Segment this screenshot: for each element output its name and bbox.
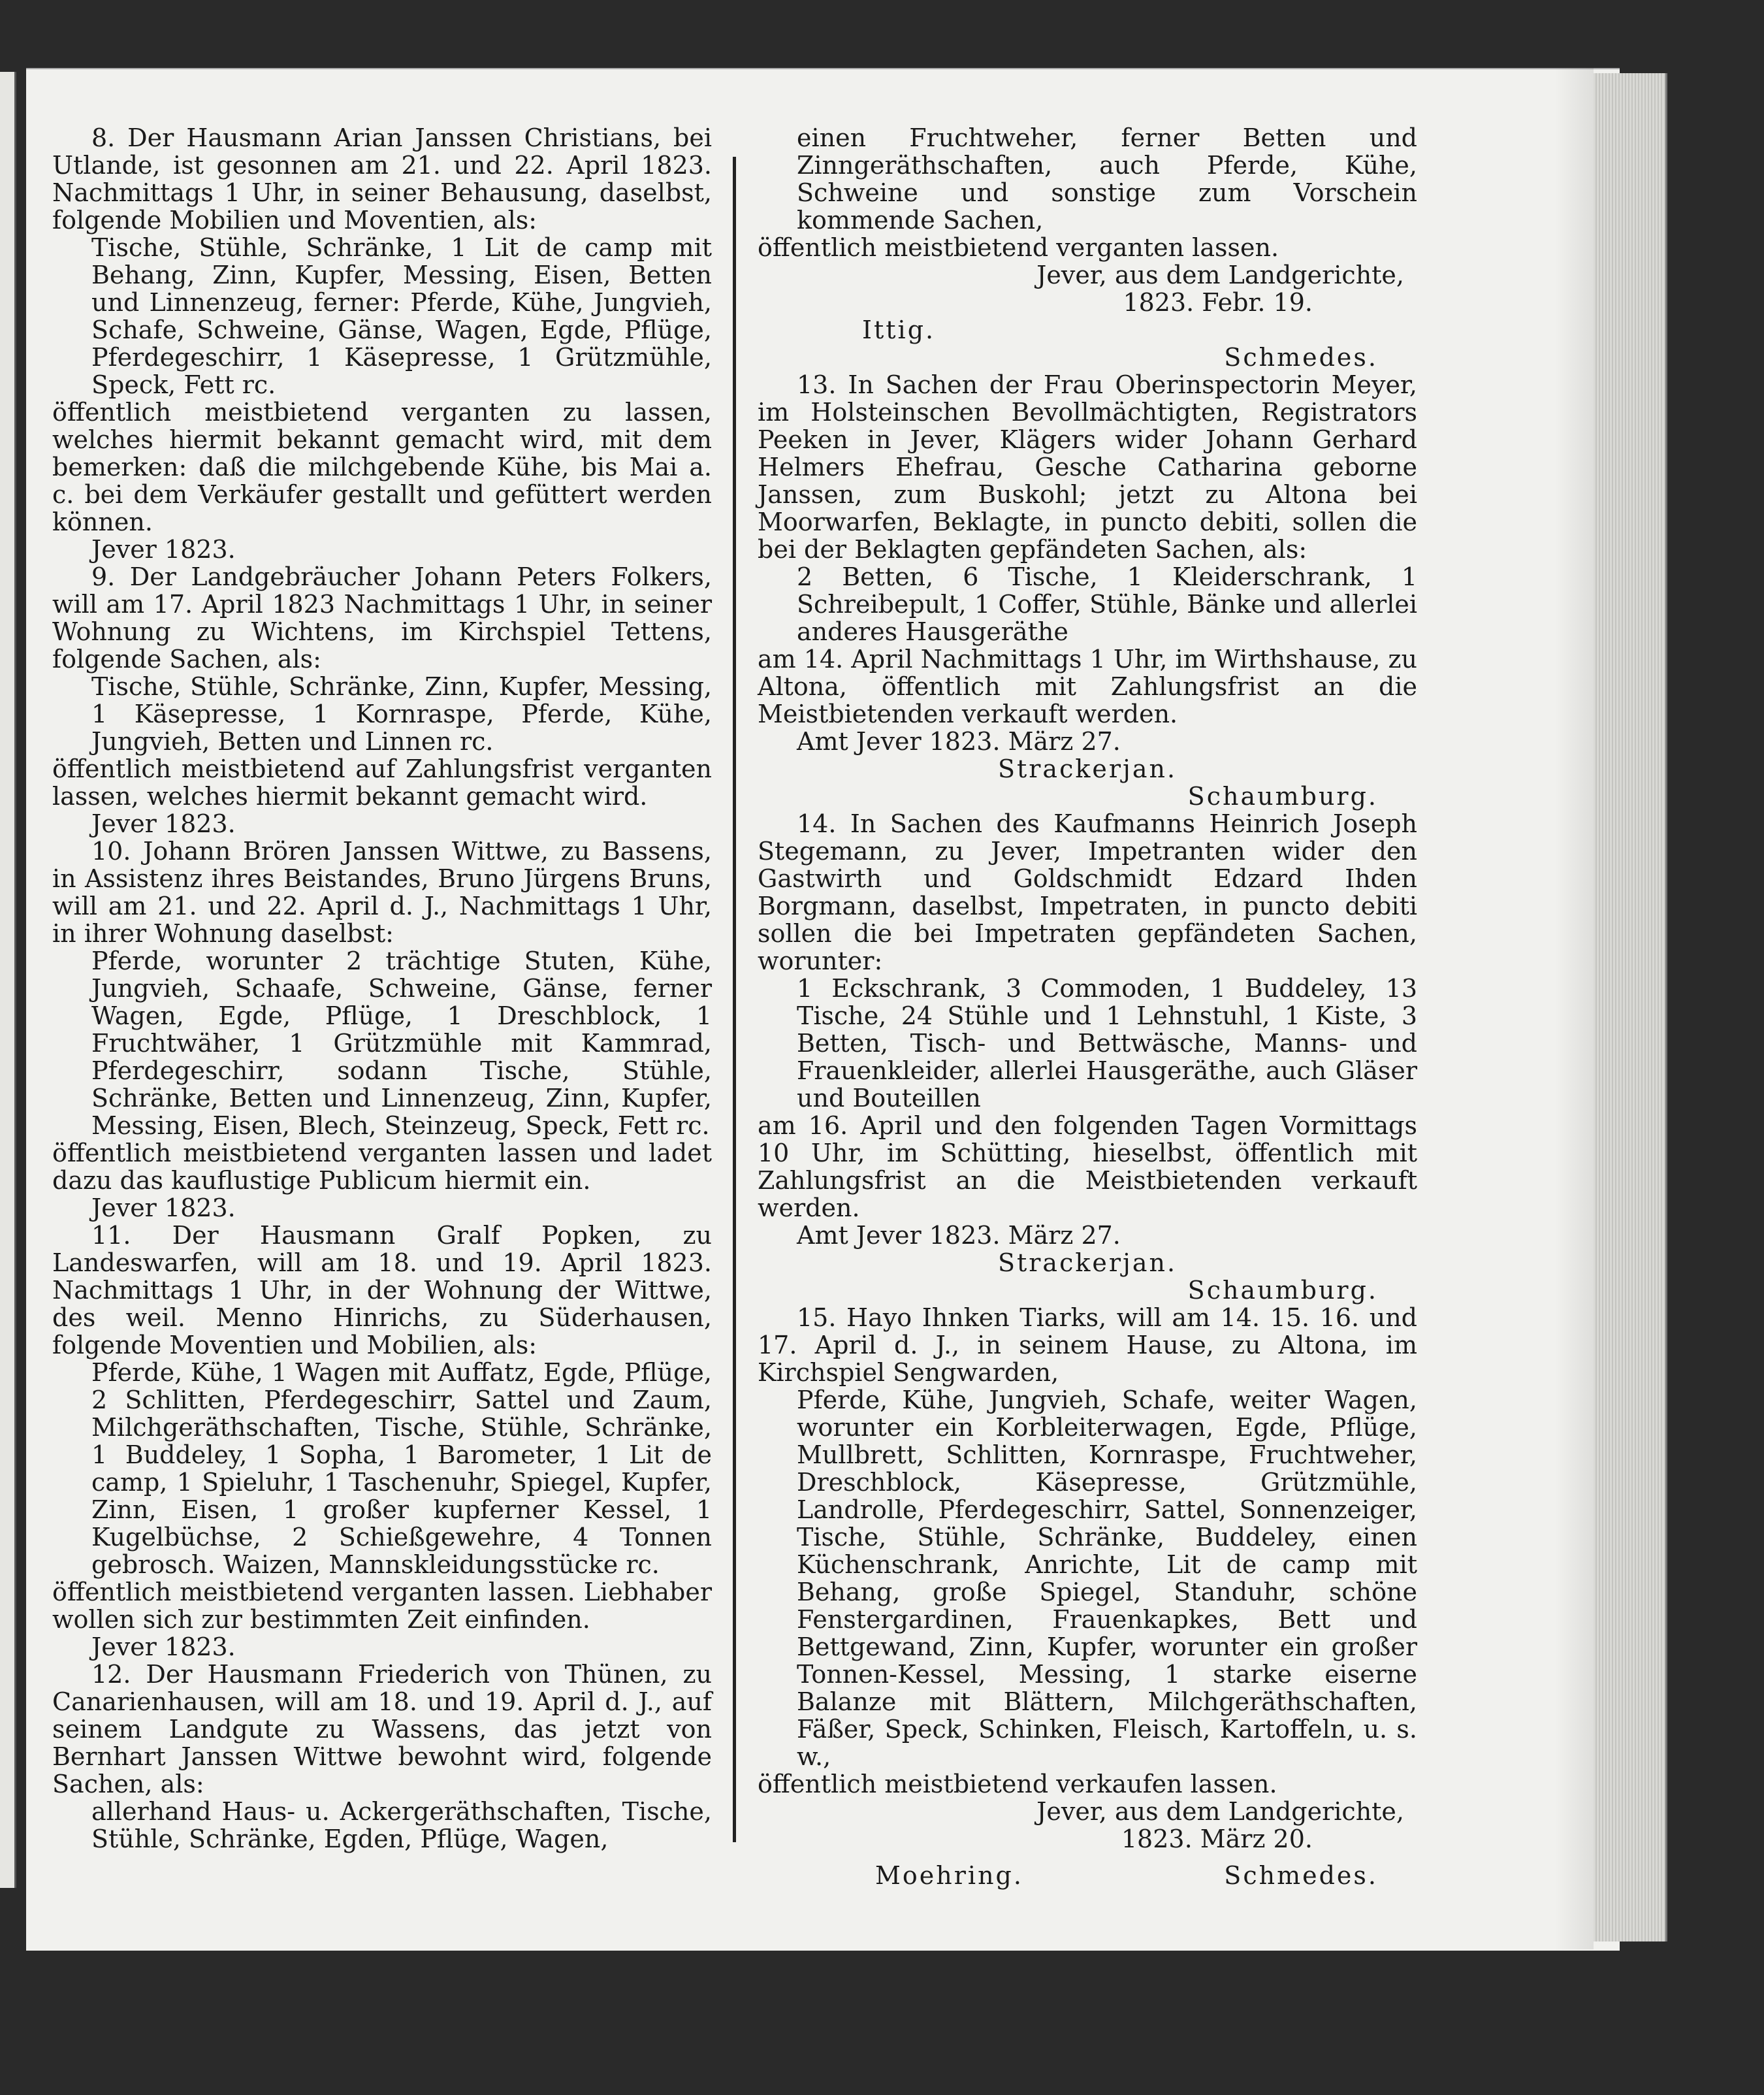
- item-list: 2 Betten, 6 Tische, 1 Kleiderschrank, 1 Schreibepult, 1 Coffer, Stühle, Bänke und allerlei anderes Hausgeräthe: [797, 562, 1417, 646]
- notice-text: am 16. April und den folgenden Tagen Vormittags 10 Uhr, im Schütting, hieselbst, öffentlich mit Zahlungsfrist an die Meistbietenden verkauft werden.: [758, 1111, 1417, 1222]
- signature: Strackerjan.: [997, 755, 1178, 783]
- notice-entry: 14. In Sachen des Kaufmanns Heinrich Joseph Stegemann, zu Jever, Impetranten wider den Gastwirth und Goldschmidt Edzard Ihden Borgmann, daselbst, Impetraten, in puncto debiti sollen die bei Impetraten gepfändeten Sachen, worunter:: [758, 809, 1417, 975]
- signature-right: Schmedes.: [1224, 1861, 1378, 1890]
- item-list: Pferde, worunter 2 trächtige Stuten, Kühe, Jungvieh, Schaafe, Schweine, Gänse, ferner Wagen, Egde, Pflüge, 1 Dreschblock, 1 Fruchtwäher, 1 Grützmühle mit Kammrad, Pferdegeschirr, sodann Tische, Stühle, Schränke, Betten und Linnenzeug, Zinn, Kupfer, Messing, Eisen, Blech, Steinzeug, Speck, Fett rc.: [91, 947, 712, 1140]
- dateline: Amt Jever 1823. März 27.: [797, 727, 1121, 756]
- notice-text: öffentlich meistbietend verganten lassen und ladet dazu das kauflustige Publicum hiermit ein.: [52, 1139, 712, 1195]
- place-line: Jever, aus dem Landgerichte,: [1036, 1797, 1404, 1826]
- notice-entry: 8. Der Hausmann Arian Janssen Christians, bei Utlande, ist gesonnen am 21. und 22. April 1823. Nachmittags 1 Uhr, in seiner Behausung, daselbst, folgende Mobilien und Moventien, als:: [52, 123, 712, 235]
- item-list: Pferde, Kühe, 1 Wagen mit Auffatz, Egde, Pflüge, 2 Schlitten, Pferdegeschirr, Sattel und Zaum, Milchgeräthschaften, Tische, Stühle, Schränke, 1 Buddeley, 1 Sopha, 1 Barometer, 1 Lit de camp, 1 Spieluhr, 1 Taschenuhr, Spiegel, Kupfer, Zinn, Eisen, 1 großer kupferner Kessel, 1 Kugelbüchse, 2 Schießgewehre, 4 Tonnen gebrosch. Waizen, Mannskleidungsstücke rc.: [91, 1358, 712, 1579]
- notice-entry: 9. Der Landgebräucher Johann Peters Folkers, will am 17. April 1823 Nachmittags 1 Uhr, in seiner Wohnung zu Wichtens, im Kirchspiel Tettens, folgende Sachen, als:: [52, 562, 712, 674]
- dateline: Amt Jever 1823. März 27.: [797, 1221, 1121, 1250]
- signature: Ittig.: [862, 316, 936, 344]
- notice-entry: 13. In Sachen der Frau Oberinspectorin Meyer, im Holsteinschen Bevollmächtigten, Registrators Peeken in Jever, Klägers wider Johann Gerhard Helmers Ehefrau, Gesche Catharina geborne Janssen, zum Buskohl; jetzt zu Altona bei Moorwarfen, Beklagte, in puncto debiti, sollen die bei der Beklagten gepfändeten Sachen, als:: [758, 370, 1417, 564]
- item-list: Pferde, Kühe, Jungvieh, Schafe, weiter Wagen, worunter ein Korbleiterwagen, Egde, Pflüge, Mullbrett, Schlitten, Kornraspe, Fruchtweher, Dreschblock, Käsepresse, Grützmühle, Landrolle, Pferdegeschirr, Sattel, Sonnenzeiger, Tische, Stühle, Schränke, Buddeley, einen Küchenschrank, Anrichte, Lit de camp mit Behang, große Spiegel, Standuhr, schöne Fenstergardinen, Frauenkapkes, Bett und Bettgewand, Zinn, Kupfer, worunter ein großer Tonnen-Kessel, Messing, 1 starke eiserne Balanze mit Blättern, Milchgeräthschaften, Fäßer, Speck, Schinken, Fleisch, Kartoffeln, u. s. w.,: [797, 1386, 1417, 1771]
- item-list: einen Fruchtweher, ferner Betten und Zinngeräthschaften, auch Pferde, Kühe, Schweine und sonstige zum Vorschein kommende Sachen,: [797, 123, 1417, 235]
- signature: Schaumburg.: [1187, 1276, 1378, 1305]
- notice-entry: 11. Der Hausmann Gralf Popken, zu Landeswarfen, will am 18. und 19. April 1823. Nachmittags 1 Uhr, in der Wohnung der Wittwe, des weil. Menno Hinrichs, zu Süderhausen, folgende Moventien und Mobilien, als:: [52, 1221, 712, 1359]
- dateline: Jever 1823.: [91, 1632, 236, 1661]
- notice-text: am 14. April Nachmittags 1 Uhr, im Wirthshause, zu Altona, öffentlich mit Zahlungsfrist an die Meistbietenden verkauft werden.: [758, 645, 1417, 728]
- notice-text: öffentlich meistbietend verganten lassen.: [758, 233, 1279, 262]
- notice-text: öffentlich meistbietend verganten zu lassen, welches hiermit bekannt gemacht wird, mit dem bemerken: daß die milchgebende Kühe, bis Mai a. c. bei dem Verkäufer gestallt und gefüttert werden können.: [52, 398, 712, 536]
- item-list: Tische, Stühle, Schränke, 1 Lit de camp mit Behang, Zinn, Kupfer, Messing, Eisen, Betten und Linnenzeug, ferner: Pferde, Kühe, Jungvieh, Schafe, Schweine, Gänse, Wagen, Egde, Pflüge, Pferdegeschirr, 1 Käsepresse, 1 Grützmühle, Speck, Fett rc.: [91, 233, 712, 399]
- page-shadow: [1554, 68, 1594, 1949]
- dateline: Jever 1823.: [91, 1194, 236, 1222]
- place-line: Jever, aus dem Landgerichte,: [1036, 261, 1404, 289]
- notice-text: öffentlich meistbietend auf Zahlungsfrist verganten lassen, welches hiermit bekannt gemacht wird.: [52, 755, 712, 811]
- item-list: Tische, Stühle, Schränke, Zinn, Kupfer, Messing, 1 Käsepresse, 1 Kornraspe, Pferde, Kühe, Jungvieh, Betten und Linnen rc.: [91, 672, 712, 756]
- adjacent-page-edge: [0, 72, 16, 1888]
- notice-entry: 10. Johann Brören Janssen Wittwe, zu Bassens, in Assistenz ihres Beistandes, Bruno Jürgens Bruns, will am 21. und 22. April d. J., Nachmittags 1 Uhr, in ihrer Wohnung daselbst:: [52, 837, 712, 948]
- place-date: 1823. Febr. 19.: [1123, 288, 1313, 317]
- notice-entry: 12. Der Hausmann Friederich von Thünen, zu Canarienhausen, will am 18. und 19. April d. J., auf seinem Landgute zu Wassens, das jetzt von Bernhart Janssen Wittwe bewohnt wird, folgende Sachen, als:: [52, 1660, 712, 1798]
- footer-signatures: [875, 1862, 1378, 1889]
- signature-left: Moehring.: [875, 1861, 1023, 1890]
- item-list: allerhand Haus- u. Ackergeräthschaften, Tische, Stühle, Schränke, Egden, Pflüge, Wagen,: [91, 1797, 712, 1853]
- notice-text: öffentlich meistbietend verkaufen lassen.: [758, 1770, 1277, 1798]
- place-date: 1823. März 20.: [1121, 1825, 1313, 1853]
- signature: Schmedes.: [1224, 343, 1378, 372]
- dateline: Jever 1823.: [91, 535, 236, 564]
- signature: Strackerjan.: [997, 1248, 1178, 1277]
- notice-text: öffentlich meistbietend verganten lassen. Liebhaber wollen sich zur bestimmten Zeit einfinden.: [52, 1578, 712, 1634]
- column-divider: [733, 157, 736, 1842]
- page-stack-edge: [1594, 73, 1667, 1941]
- item-list: 1 Eckschrank, 3 Commoden, 1 Buddeley, 13 Tische, 24 Stühle und 1 Lehnstuhl, 1 Kiste, 3 Betten, Tisch- und Bettwäsche, Manns- und Frauenkleider, allerlei Hausgeräthe, auch Gläser und Bouteillen: [797, 974, 1417, 1112]
- signature: Schaumburg.: [1187, 782, 1378, 811]
- left-column: [52, 124, 712, 1853]
- dateline: Jever 1823.: [91, 809, 236, 838]
- notice-entry: 15. Hayo Ihnken Tiarks, will am 14. 15. 16. und 17. April d. J., in seinem Hause, zu Altona, im Kirchspiel Sengwarden,: [758, 1303, 1417, 1387]
- right-column: [758, 124, 1417, 1889]
